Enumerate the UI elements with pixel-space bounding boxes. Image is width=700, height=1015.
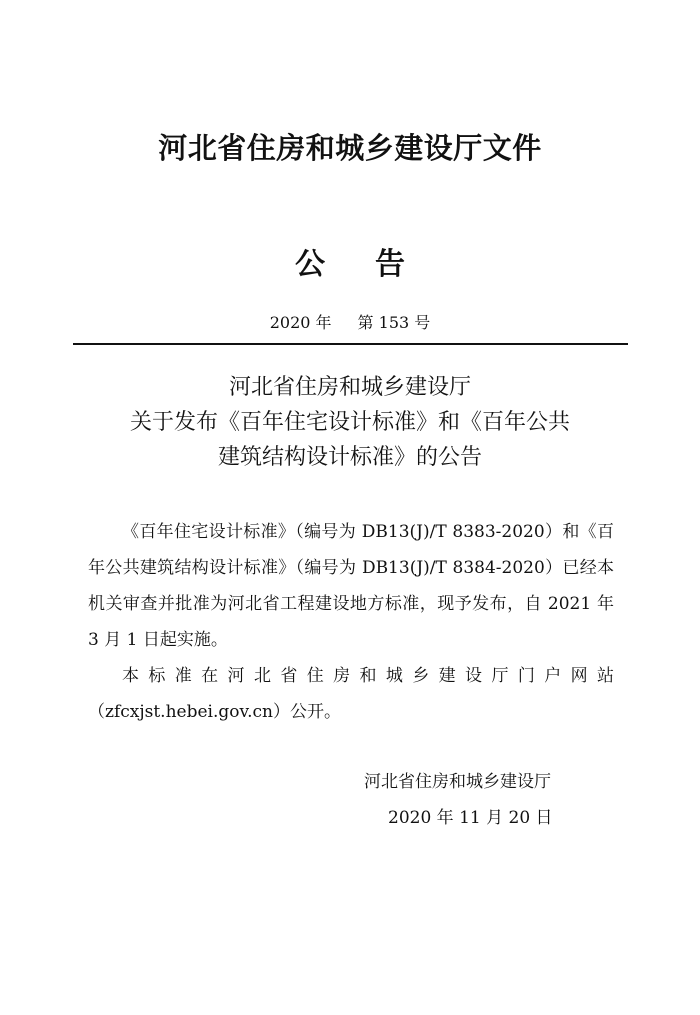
header-divider [73,343,628,345]
subject-line-2: 关于发布《百年住宅设计标准》和《百年公共 [129,410,570,435]
document-number [0,311,700,335]
paragraph-2-line-2: gov.cn）公开。 [218,702,341,722]
document-year: 2020 年 [269,313,332,332]
notice-title-char-1: 公 [295,247,325,282]
document-header-title: 河北省住房和城乡建设厅文件 [158,131,542,165]
paragraph-2-line-1: 本标准在河北省住房和城乡建设厅门户网站（zfcxjst.hebei. [88,666,614,722]
subject-line-1: 河北省住房和城乡建设厅 [228,375,471,400]
notice-title [0,244,700,286]
paragraph-1-line-3: 已经本机关审查并批准为河北省工程建设地方标准，现予发布， [88,558,614,614]
paragraph-1-line-4: 自 2021 年 3 月 1 日起实施。 [88,594,615,650]
document-serial-number: 第 153 号 [357,313,431,332]
notice-subject [60,370,640,475]
body-paragraph-1 [88,514,614,658]
paragraph-1-line-2: 《百年公共建筑结构设计标准》（编号为 DB13(J)/T 8384-2020） [88,522,614,578]
subject-line-3: 建筑结构设计标准》的公告 [217,445,482,470]
paragraph-1-line-1: 《百年住宅设计标准》（编号为 DB13(J)/T 8383-2020）和 [122,522,580,542]
notice-title-char-2: 告 [375,247,405,282]
body-paragraph-2 [88,658,614,730]
notice-body [88,514,614,730]
issuer-signature: 河北省住房和城乡建设厅 [364,772,551,792]
issue-date: 2020 年 11 月 20 日 [388,808,553,828]
